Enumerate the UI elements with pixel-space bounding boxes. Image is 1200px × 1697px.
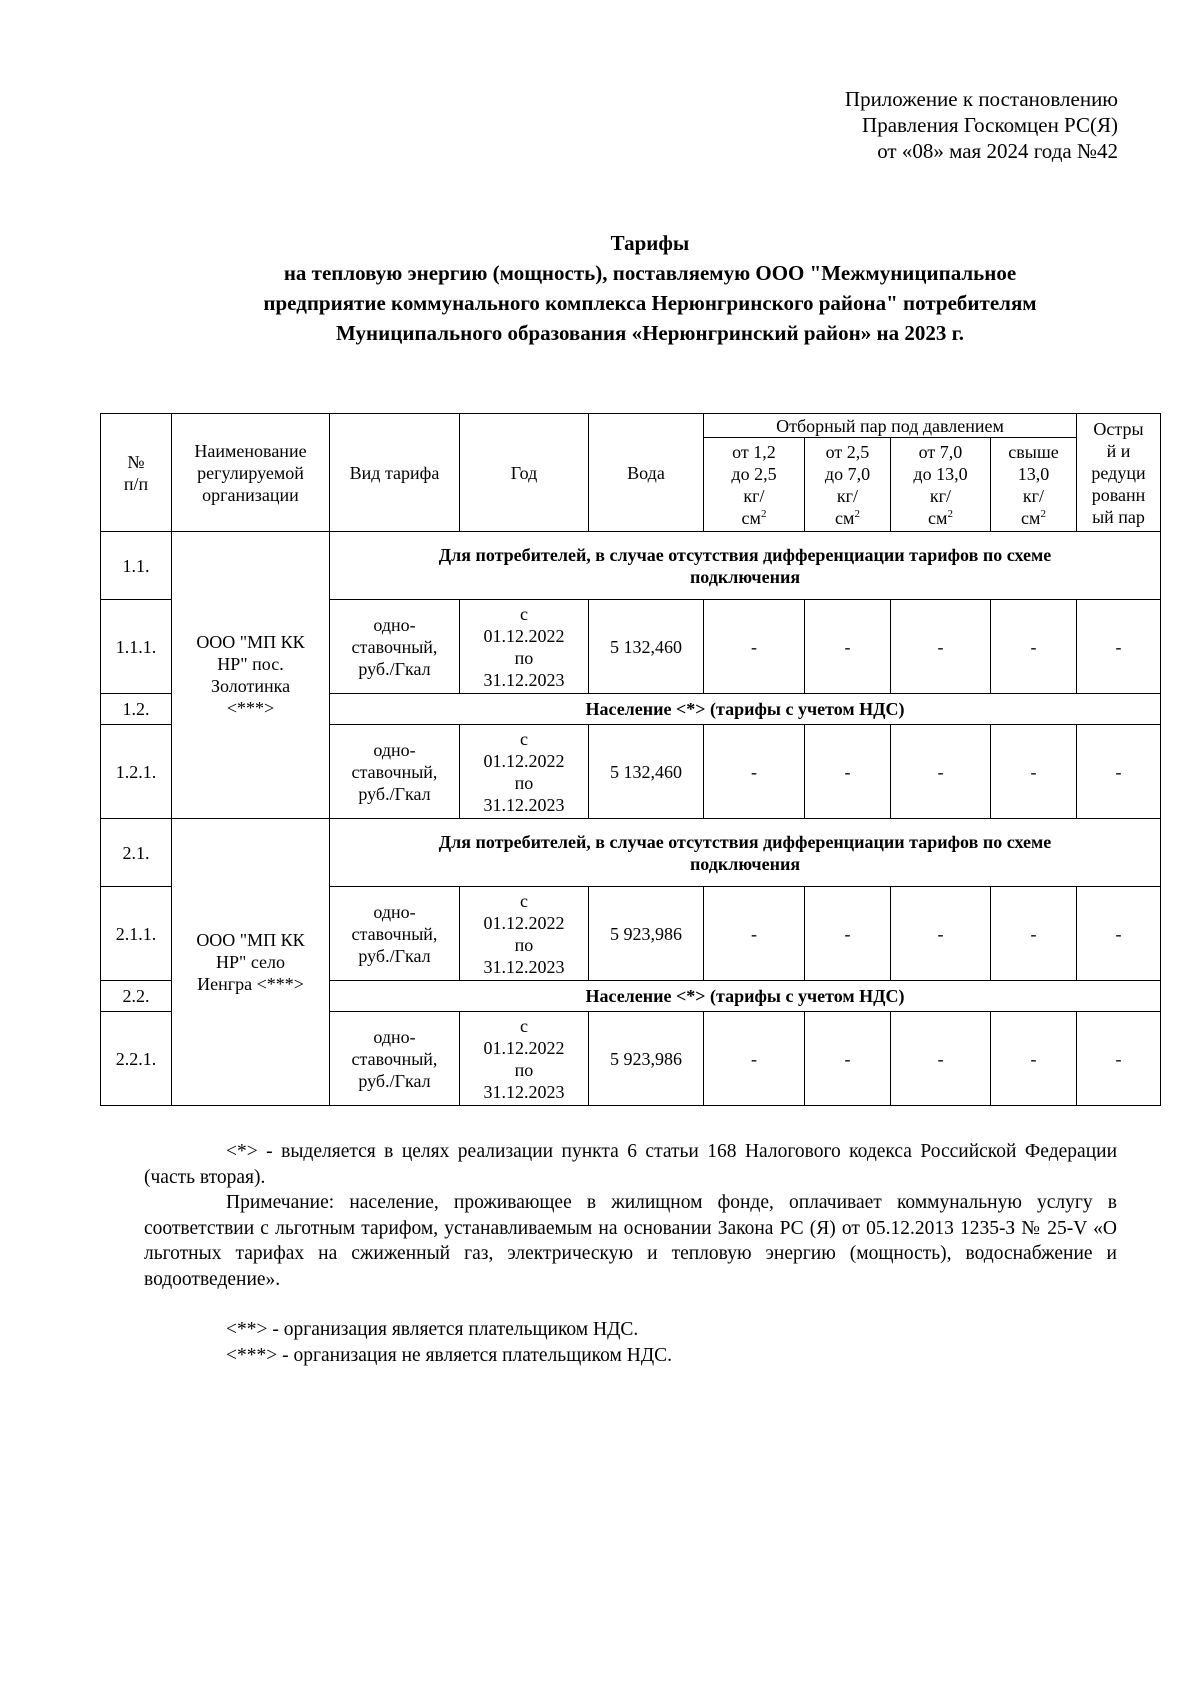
row-num: 2.2.1.: [101, 1012, 172, 1106]
water-value: 5 132,460: [589, 725, 704, 819]
header-org: Наименование регулируемой организации: [172, 414, 330, 532]
header-steam-2: [805, 438, 891, 532]
tariff-period: с 01.12.2022 по 31.12.2023: [460, 887, 589, 981]
header-steam-4-text: свыше 13,0 кг/ см: [1008, 441, 1059, 528]
row-num: 2.2.: [101, 981, 172, 1012]
superscript: 2: [760, 507, 767, 520]
title-line: Тарифы: [610, 231, 690, 255]
steam-value: -: [704, 725, 805, 819]
section-label: Население <*> (тарифы с учетом НДС): [330, 694, 1161, 725]
sharp-steam-value: -: [1077, 600, 1161, 694]
steam-value: -: [991, 725, 1077, 819]
steam-value: -: [991, 600, 1077, 694]
annex-line: Приложение к постановлению: [844, 87, 1118, 111]
section-row: [101, 532, 1161, 600]
footnotes: [144, 1139, 1117, 1368]
row-num: 2.1.: [101, 819, 172, 887]
steam-value: -: [891, 887, 991, 981]
steam-value: -: [805, 1012, 891, 1106]
water-value: 5 923,986: [589, 887, 704, 981]
header-steam-1: [704, 438, 805, 532]
superscript: 2: [854, 507, 860, 520]
tariff-type: одно- ставочный, руб./Гкал: [330, 1012, 460, 1106]
tariff-period: с 01.12.2022 по 31.12.2023: [460, 725, 589, 819]
footnote-non-vat-payer: <***> - организация не является плательщиком НДС.: [226, 1344, 672, 1366]
steam-value: -: [704, 1012, 805, 1106]
header-steam-3: [891, 438, 991, 532]
tariff-period: с 01.12.2022 по 31.12.2023: [460, 1012, 589, 1106]
sharp-steam-value: -: [1077, 887, 1161, 981]
title-line: Муниципального образования «Нерюнгринский район» на 2023 г.: [335, 321, 964, 345]
steam-value: -: [991, 887, 1077, 981]
tariff-period: с 01.12.2022 по 31.12.2023: [460, 600, 589, 694]
section-label: Для потребителей, в случае отсутствия дифференциации тарифов по схеме подключения: [330, 819, 1161, 887]
footnote-vat-purpose: <*> - выделяется в целях реализации пункта 6 статьи 168 Налогового кодекса Российской Федерации (часть вторая).: [144, 1141, 1117, 1188]
document-title: [100, 228, 1200, 348]
section-label: Для потребителей, в случае отсутствия дифференциации тарифов по схеме подключения: [330, 532, 1161, 600]
annex-reference: [845, 86, 1118, 164]
header-water: Вода: [589, 414, 704, 532]
header-num: № п/п: [101, 414, 172, 532]
row-num: 1.2.1.: [101, 725, 172, 819]
header-sharp-steam: Остры й и редуци рованн ый пар: [1077, 414, 1161, 532]
header-tariff-type: Вид тарифа: [330, 414, 460, 532]
title-line: на тепловую энергию (мощность), поставляемую ООО "Межмуниципальное: [283, 261, 1017, 285]
steam-value: -: [891, 725, 991, 819]
row-num: 1.1.1.: [101, 600, 172, 694]
header-year: Год: [460, 414, 589, 532]
row-num: 2.1.1.: [101, 887, 172, 981]
tariff-type: одно- ставочный, руб./Гкал: [330, 600, 460, 694]
superscript: 2: [947, 507, 953, 520]
steam-value: -: [805, 725, 891, 819]
sharp-steam-value: -: [1077, 1012, 1161, 1106]
annex-line: Правления Госкомцен РС(Я): [862, 113, 1118, 137]
steam-value: -: [891, 600, 991, 694]
sharp-steam-value: -: [1077, 725, 1161, 819]
tariff-type: одно- ставочный, руб./Гкал: [330, 887, 460, 981]
steam-value: -: [704, 600, 805, 694]
steam-value: -: [704, 887, 805, 981]
superscript: 2: [1040, 507, 1046, 520]
header-steam-1-text: от 1,2 до 2,5 кг/ см: [731, 441, 777, 528]
steam-value: -: [805, 600, 891, 694]
footnote-remark: Примечание: население, проживающее в жилищном фонде, оплачивает коммунальную услугу в соответствии с льготным тарифом, устанавливаемым на основании Закона РС (Я) от 05.12.2013 1235-З № 25-V «О льготных тарифах на сжиженный газ, электрическую и тепловую энергию (мощность), водоснабжение и водоотведение».: [144, 1192, 1117, 1290]
tariff-table: [100, 413, 1161, 1106]
header-row: [101, 414, 1161, 438]
header-steam-2-text: от 2,5 до 7,0 кг/ см: [824, 441, 871, 528]
steam-value: -: [891, 1012, 991, 1106]
org-name: ООО "МП КК НР" село Иенгра <***>: [172, 819, 330, 1106]
annex-line: от «08» мая 2024 года №42: [877, 139, 1118, 163]
footnote-vat-payer: <**> - организация является плательщиком НДС.: [226, 1319, 639, 1340]
water-value: 5 132,460: [589, 600, 704, 694]
title-line: предприятие коммунального комплекса Нерюнгринского района" потребителям: [263, 291, 1037, 315]
steam-value: -: [805, 887, 891, 981]
org-name: ООО "МП КК НР" пос. Золотинка <***>: [172, 532, 330, 819]
row-num: 1.2.: [101, 694, 172, 725]
header-steam-4: [991, 438, 1077, 532]
tariff-type: одно- ставочный, руб./Гкал: [330, 725, 460, 819]
header-steam-3-text: от 7,0 до 13,0 кг/ см: [913, 441, 968, 528]
water-value: 5 923,986: [589, 1012, 704, 1106]
header-steam-group: Отборный пар под давлением: [704, 414, 1077, 438]
section-row: [101, 819, 1161, 887]
row-num: 1.1.: [101, 532, 172, 600]
steam-value: -: [991, 1012, 1077, 1106]
section-label: Население <*> (тарифы с учетом НДС): [330, 981, 1161, 1012]
